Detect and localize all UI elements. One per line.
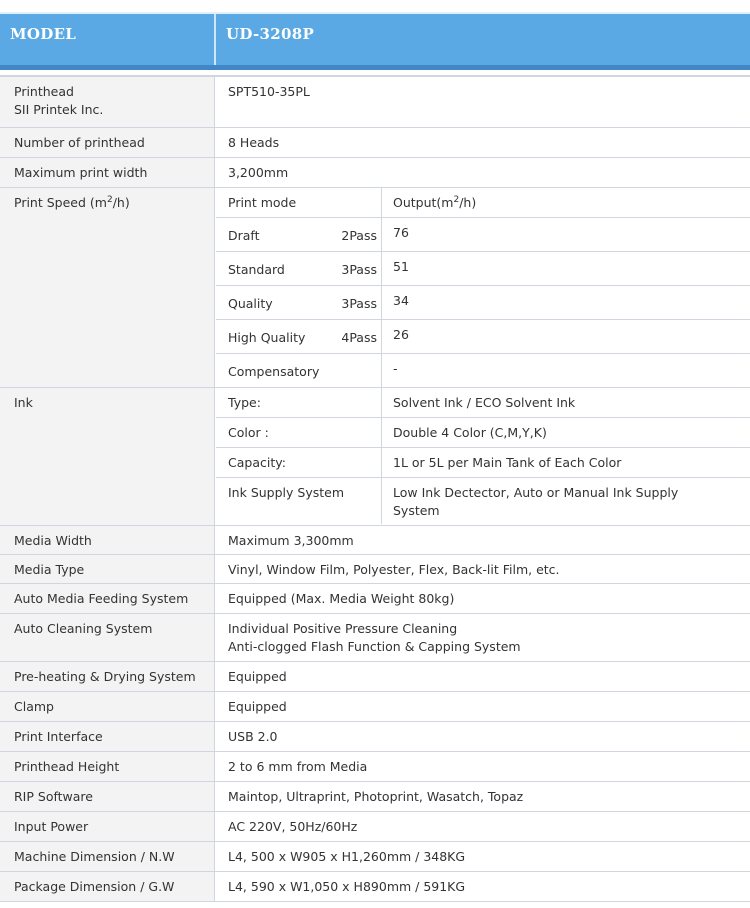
mode-pass: 2Pass <box>341 228 377 243</box>
header-model-value: UD-3208P <box>226 25 315 43</box>
row-label: RIP Software <box>0 782 215 811</box>
row-value: Maintop, Ultraprint, Photoprint, Wasatch, Topaz <box>228 789 524 804</box>
row-label: Media Width <box>0 526 215 554</box>
table-row <box>0 752 750 782</box>
ink-value: 1L or 5L per Main Tank of Each Color <box>393 455 622 470</box>
mode-name: High Quality <box>228 330 306 345</box>
print-mode-row <box>216 286 750 320</box>
ink-row <box>216 418 750 448</box>
mode-output: 76 <box>393 225 409 240</box>
row-label <box>0 77 215 127</box>
print-mode-row <box>216 252 750 286</box>
output-header: $Output(m^2/h)$ <box>393 194 477 210</box>
row-value: USB 2.0 <box>228 729 278 744</box>
table-row <box>0 614 750 662</box>
mode-pass: 3Pass <box>341 262 377 277</box>
ink-value: Double 4 Color (C,M,Y,K) <box>393 425 547 440</box>
mode-output: 34 <box>393 293 409 308</box>
ink-key: Ink Supply System <box>216 478 382 524</box>
table-row <box>0 782 750 812</box>
print-mode-row <box>216 354 750 389</box>
table-row <box>0 842 750 872</box>
row-label: Machine Dimension / N.W <box>0 842 215 871</box>
spec-table <box>0 75 750 902</box>
row-label: Media Type <box>0 555 215 583</box>
row-value: Maximum 3,300mm <box>228 533 354 548</box>
mode-pass: 4Pass <box>341 330 377 345</box>
print-mode-row <box>216 320 750 354</box>
ink-row <box>216 478 750 524</box>
table-row <box>0 555 750 584</box>
ink-subtable <box>216 388 750 524</box>
ink-row <box>216 448 750 478</box>
print-speed-header-row <box>216 188 750 218</box>
row-value: Individual Positive Pressure Cleaning Anti-clogged Flash Function & Capping System <box>228 621 521 654</box>
row-label: Auto Media Feeding System <box>0 584 215 613</box>
table-row <box>0 662 750 692</box>
mode-output: - <box>393 361 398 376</box>
table-row <box>0 188 750 388</box>
table-row <box>0 584 750 614</box>
row-label: Auto Cleaning System <box>0 614 215 661</box>
row-value: SPT510-35PL <box>228 84 310 99</box>
mode-name: Draft <box>228 228 260 243</box>
table-row <box>0 128 750 158</box>
printhead-maker: SII Printek Inc. <box>14 102 104 117</box>
mode-output: 51 <box>393 259 409 274</box>
print-mode-header: Print mode <box>216 188 382 217</box>
ink-label: Ink <box>0 388 215 525</box>
printhead-label: Printhead <box>14 84 74 99</box>
table-row <box>0 388 750 526</box>
table-row <box>0 526 750 555</box>
row-value: Vinyl, Window Film, Polyester, Flex, Back-lit Film, etc. <box>228 562 560 577</box>
table-row <box>0 722 750 752</box>
ink-key: Type: <box>216 388 382 417</box>
row-value: Equipped (Max. Media Weight 80kg) <box>228 591 455 606</box>
row-label: Clamp <box>0 692 215 721</box>
mode-output: 26 <box>393 327 409 342</box>
row-value: L4, 500 x W905 x H1,260mm / 348KG <box>228 849 466 864</box>
table-row <box>0 692 750 722</box>
mode-name: Standard <box>228 262 285 277</box>
mode-pass: 3Pass <box>341 296 377 311</box>
print-mode-row <box>216 218 750 252</box>
ink-key: Capacity: <box>216 448 382 477</box>
row-value: L4, 590 x W1,050 x H890mm / 591KG <box>228 879 466 894</box>
row-label: Pre-heating & Drying System <box>0 662 215 691</box>
ink-value: Solvent Ink / ECO Solvent Ink <box>393 395 576 410</box>
row-label: Print Interface <box>0 722 215 751</box>
row-label: Input Power <box>0 812 215 841</box>
ink-value: Low Ink Dectector, Auto or Manual Ink Supply System <box>393 485 679 518</box>
ink-key: Color : <box>216 418 382 447</box>
table-row <box>0 158 750 188</box>
header-model-label: MODEL <box>10 25 77 43</box>
row-value: 8 Heads <box>228 135 280 150</box>
row-value: 3,200mm <box>228 165 289 180</box>
table-row <box>0 77 750 128</box>
table-header <box>0 12 750 70</box>
table-row <box>0 872 750 902</box>
ink-row <box>216 388 750 418</box>
print-speed-subtable <box>216 188 750 389</box>
mode-name: Quality <box>228 296 273 311</box>
row-value: Equipped <box>228 699 287 714</box>
row-label: Printhead Height <box>0 752 215 781</box>
row-value: 2 to 6 mm from Media <box>228 759 368 774</box>
row-label: Package Dimension / G.W <box>0 872 215 901</box>
header-underline <box>0 65 750 70</box>
print-speed-label: Print Speed $(m^2/h)$ <box>0 188 215 387</box>
table-row <box>0 812 750 842</box>
mode-name: Compensatory <box>228 364 320 379</box>
row-label: Maximum print width <box>0 158 215 187</box>
row-label: Number of printhead <box>0 128 215 157</box>
row-value: Equipped <box>228 669 287 684</box>
row-value: AC 220V, 50Hz/60Hz <box>228 819 358 834</box>
